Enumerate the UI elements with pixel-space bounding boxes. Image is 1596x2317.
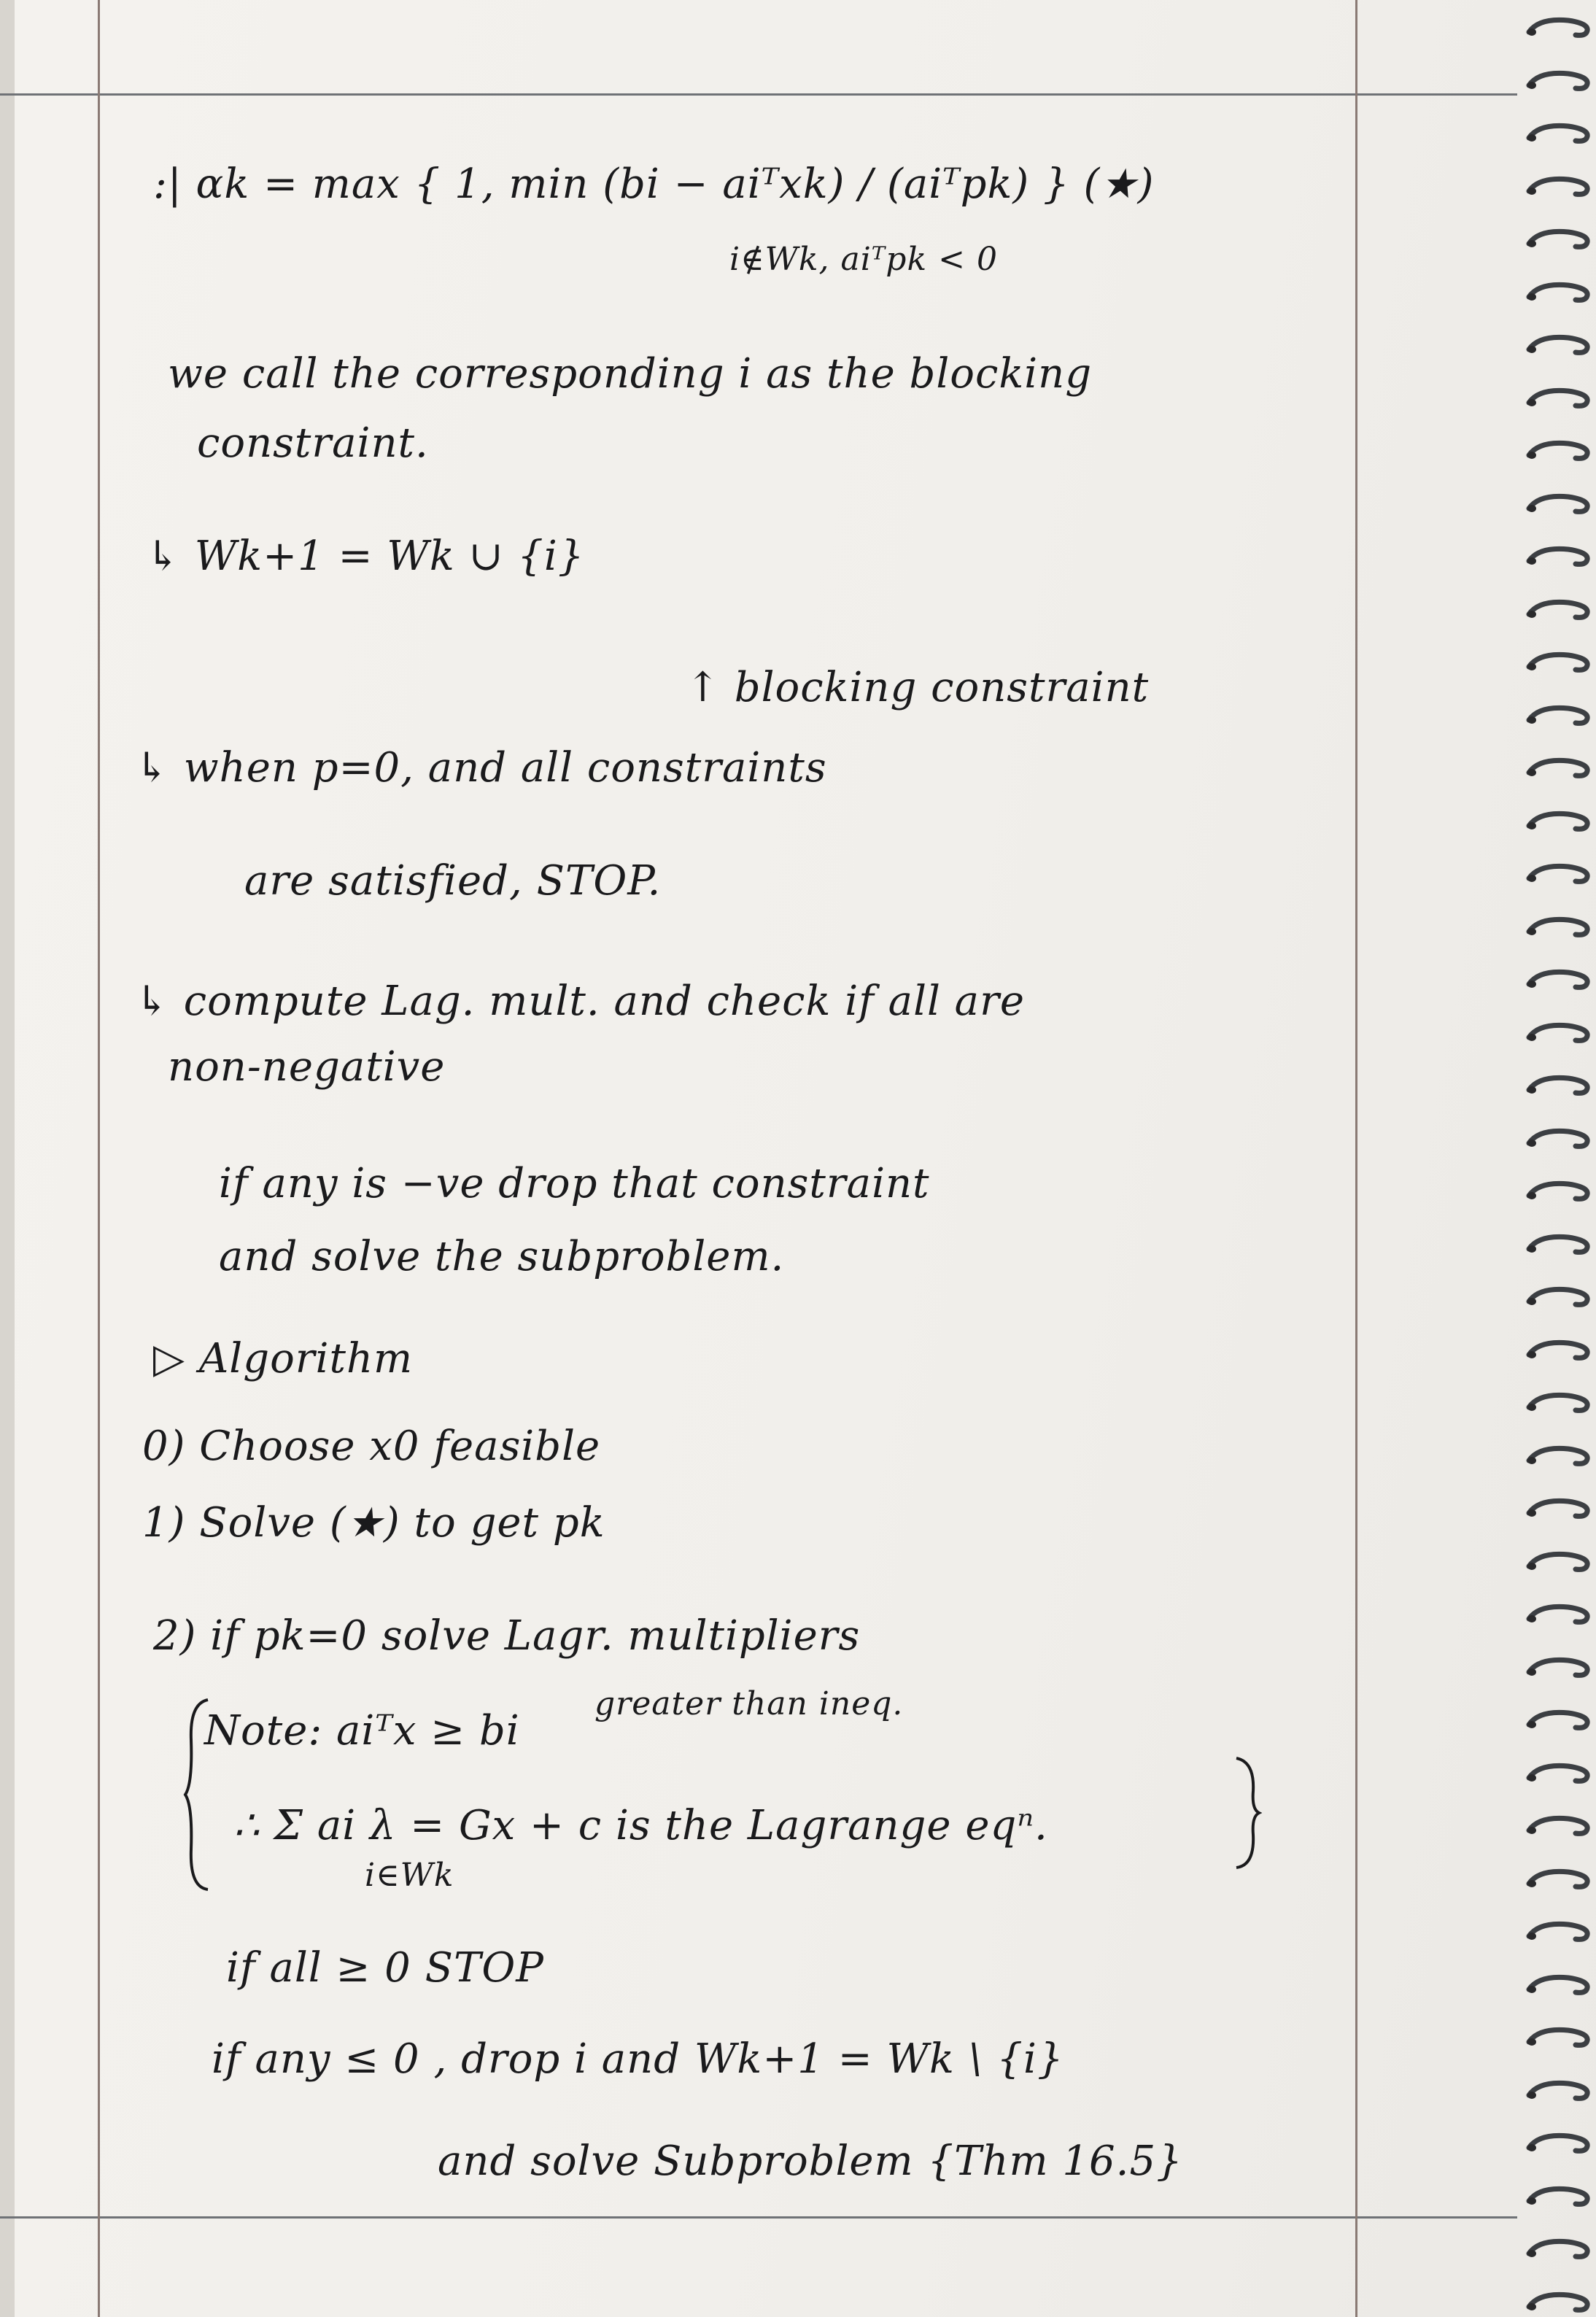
note-sum-index: i∈Wk xyxy=(365,1857,454,1894)
note-lagrange-equation: ∴ Σ ai λ = Gx + c is the Lagrange eqⁿ. xyxy=(233,1802,1048,1849)
spiral-coil xyxy=(1525,226,1592,252)
drop-text-1: if any is −ve drop that constraint xyxy=(219,1160,930,1207)
spiral-coil xyxy=(1525,1972,1592,1998)
spiral-coil xyxy=(1525,597,1592,623)
spiral-coil xyxy=(1525,1707,1592,1733)
spiral-coil xyxy=(1525,1390,1592,1416)
top-margin-line xyxy=(0,93,1517,96)
left-brace-icon xyxy=(182,1696,212,1893)
step-length-condition: i∉Wk, aiᵀpk < 0 xyxy=(729,241,998,278)
spiral-coil xyxy=(1525,861,1592,887)
spiral-coil xyxy=(1525,438,1592,464)
spiral-coil xyxy=(1525,1126,1592,1152)
spiral-coil xyxy=(1525,1919,1592,1945)
spiral-coil xyxy=(1525,808,1592,835)
spiral-coil xyxy=(1525,174,1592,200)
blocking-text-1: we call the corresponding i as the blocking xyxy=(168,350,1093,398)
spiral-coil xyxy=(1525,1284,1592,1310)
spiral-coil xyxy=(1525,1655,1592,1681)
spiral-coil xyxy=(1525,2078,1592,2104)
spiral-coil xyxy=(1525,332,1592,358)
spiral-coil xyxy=(1525,1020,1592,1046)
algorithm-step-0: 0) Choose x0 feasible xyxy=(142,1423,601,1470)
algorithm-title: ▷ Algorithm xyxy=(153,1335,414,1382)
drop-text-2: and solve the subproblem. xyxy=(219,1233,785,1280)
blocking-text-2: constraint. xyxy=(197,419,429,467)
lagrange-text-2: non-negative xyxy=(168,1043,446,1091)
lagrange-text-1: ↳ compute Lag. mult. and check if all are xyxy=(135,978,1025,1025)
p-zero-text-1: ↳ when p=0, and all constraints xyxy=(135,744,827,792)
spiral-coil xyxy=(1525,15,1592,41)
spiral-coil xyxy=(1525,279,1592,306)
spiral-coil xyxy=(1525,1601,1592,1628)
blocking-constraint-label: ↑ blocking constraint xyxy=(686,664,1150,711)
bottom-margin-line xyxy=(0,2216,1517,2219)
spiral-coil xyxy=(1525,914,1592,940)
spiral-coil xyxy=(1525,1866,1592,1892)
spiral-coil xyxy=(1525,2236,1592,2262)
spiral-coil xyxy=(1525,120,1592,147)
note-annotation: greater than ineq. xyxy=(594,1685,904,1722)
spiral-coil xyxy=(1525,1231,1592,1258)
left-margin-line xyxy=(98,0,100,2317)
working-set-update: ↳ Wk+1 = Wk ∪ {i} xyxy=(146,533,585,580)
spiral-coil xyxy=(1525,544,1592,570)
spiral-coil xyxy=(1525,1337,1592,1363)
note-inequality: Note: aiᵀx ≥ bi xyxy=(204,1707,520,1755)
spiral-coil xyxy=(1525,68,1592,94)
spiral-coil xyxy=(1525,385,1592,411)
spiral-coil xyxy=(1525,1496,1592,1522)
spiral-coil xyxy=(1525,491,1592,517)
solve-subproblem: and solve Subproblem {Thm 16.5} xyxy=(438,2138,1183,2185)
spiral-coil xyxy=(1525,1549,1592,1575)
spiral-coil xyxy=(1525,2024,1592,2051)
stop-condition: if all ≥ 0 STOP xyxy=(226,1944,544,1992)
spiral-coil xyxy=(1525,2130,1592,2157)
algorithm-step-2: 2) if pk=0 solve Lagr. multipliers xyxy=(153,1612,861,1660)
spiral-coil xyxy=(1525,1443,1592,1469)
spiral-coil xyxy=(1525,1760,1592,1787)
spiral-coil xyxy=(1525,2289,1592,2316)
step-length-formula: :| αk = max { 1, min (bi − aiᵀxk) / (aiᵀpk) } (★) xyxy=(153,160,1155,208)
spiral-coil xyxy=(1525,967,1592,993)
spiral-coil xyxy=(1525,1072,1592,1099)
spiral-coil xyxy=(1525,1813,1592,1839)
right-margin-line xyxy=(1355,0,1357,2317)
page-edge xyxy=(0,0,15,2317)
right-brace-icon xyxy=(1233,1755,1262,1871)
algorithm-step-1: 1) Solve (★) to get pk xyxy=(142,1499,605,1547)
spiral-coil xyxy=(1525,755,1592,781)
spiral-coil xyxy=(1525,649,1592,676)
spiral-coil xyxy=(1525,2183,1592,2210)
spiral-coil xyxy=(1525,703,1592,729)
p-zero-text-2: are satisfied, STOP. xyxy=(244,857,662,905)
drop-condition: if any ≤ 0 , drop i and Wk+1 = Wk \ {i} xyxy=(212,2035,1064,2083)
spiral-coil xyxy=(1525,1178,1592,1204)
